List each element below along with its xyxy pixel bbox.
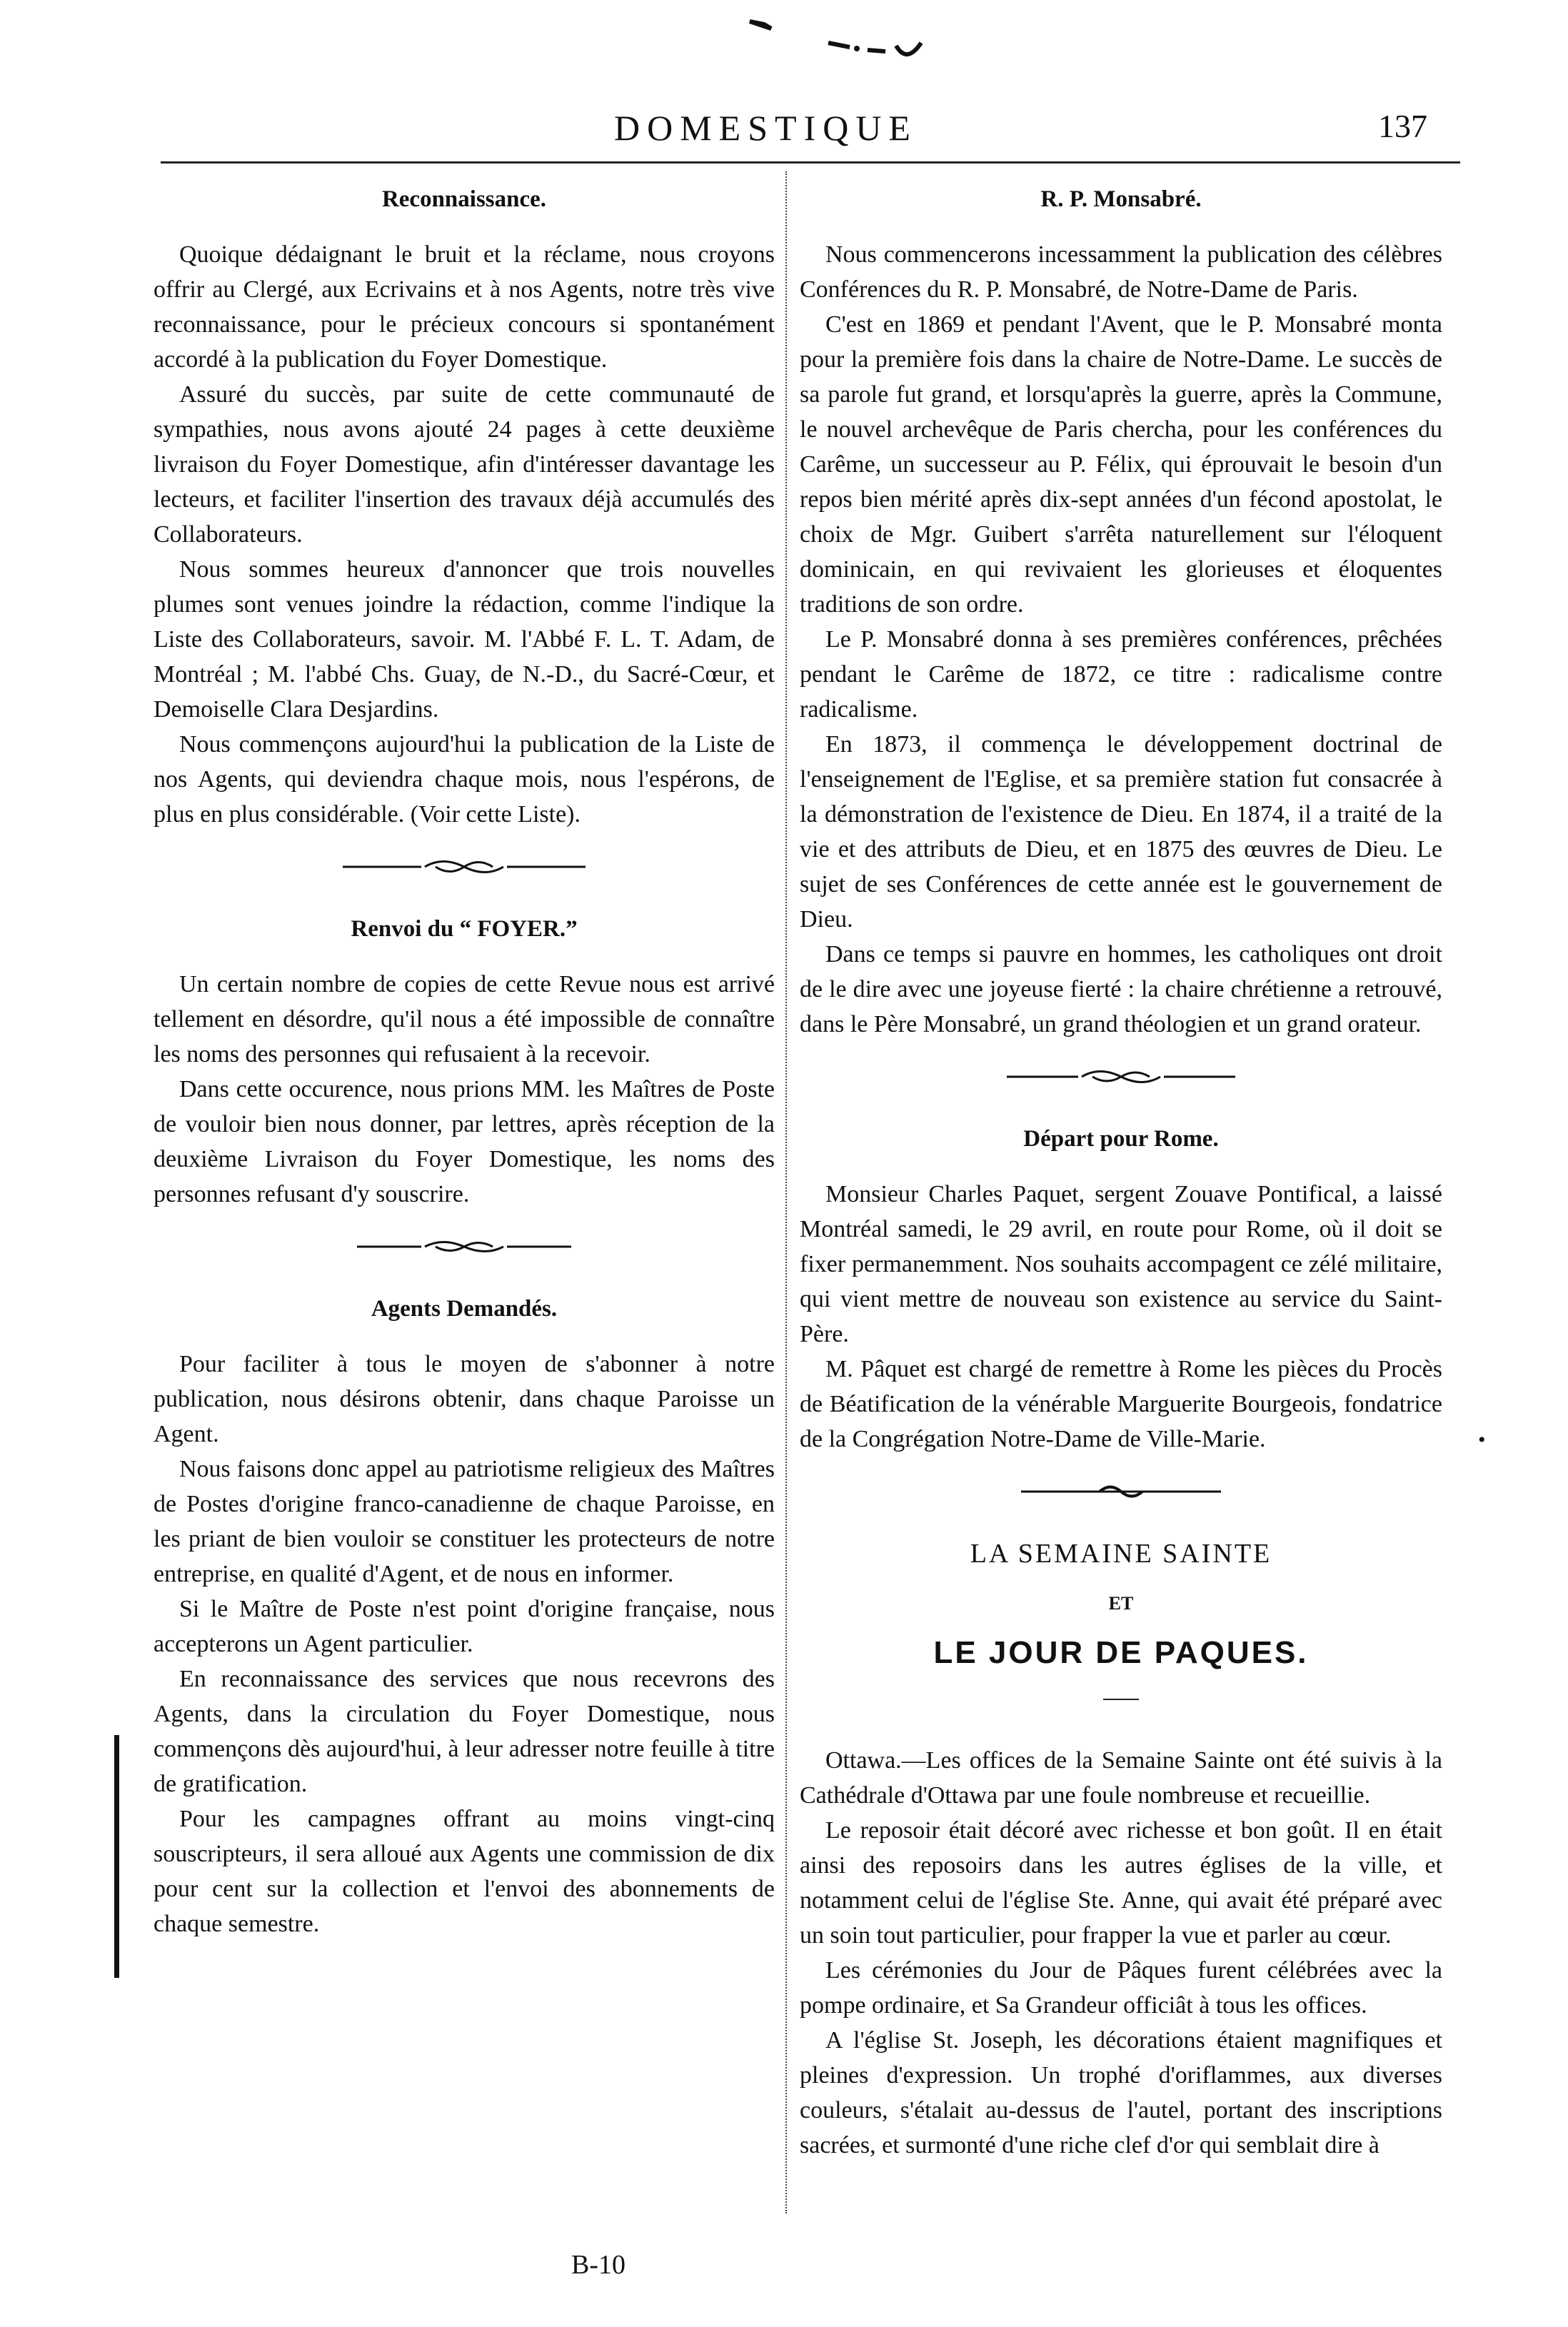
renvoi-paragraph-2: Dans cette occurence, nous prions MM. les Maîtres de Poste de vouloir bien nous donner, par lettres, après réception de la deuxième Livraison du Foyer Domestique, les noms des personnes refusant d'y souscrire. [154,1076,775,1207]
short-rule [1103,1699,1139,1700]
semaine-title: LA SEMAINE SAINTE [970,1539,1272,1569]
reconnaissance-heading: Reconnaissance. [381,186,547,212]
semaine-subtitle: LE JOUR DE PAQUES. [933,1635,1309,1670]
semaine-paragraph-3: Les cérémonies du Jour de Pâques furent célébrées avec la pompe ordinaire, et Sa Grandeur officiât à tous les offices. [800,1957,1442,2019]
reconnaissance-paragraph-4: Nous commençons aujourd'hui la publication de la Liste de nos Agents, qui deviendra chaque mois, nous l'espérons, de plus en plus considérable. (Voir cette Liste). [154,731,775,828]
semaine-paragraph-4: A l'église St. Joseph, les décorations étaient magnifiques et pleines d'expression. Un trophé d'oriflammes, aux diverses couleurs, s'étalait au-dessus de l'autel, portant des inscriptions sacrées, et surmonté d'une riche clef d'or qui semblait dire à [800,2027,1442,2158]
monsabre-heading: R. P. Monsabré. [1040,186,1202,212]
separator-ornament [1007,1066,1235,1087]
semaine-paragraph-1: Ottawa.—Les offices de la Semaine Sainte ont été suivis à la Cathédrale d'Ottawa par une foule nombreuse et recueillie. [800,1747,1442,1809]
semaine-et: ET [1108,1593,1134,1614]
agents-paragraph-4: En reconnaissance des services que nous recevrons des Agents, dans la circulation du Foyer Domestique, nous commençons dès aujourd'hui, à leur adresser notre feuille à titre de gratification. [154,1666,775,1797]
depart-paragraph-2: M. Pâquet est chargé de remettre à Rome les pièces du Procès de Béatification de la vénérable Marguerite Bourgeois, fondatrice de la Congrégation Notre-Dame de Ville-Marie. [800,1356,1442,1452]
left-column [154,168,775,1941]
right-column [800,168,1442,2163]
renvoi-heading: Renvoi du “ FOYER.” [351,916,578,942]
depart-paragraph-1: Monsieur Charles Paquet, sergent Zouave Pontifical, a laissé Montréal samedi, le 29 avril, en route pour Rome, où il doit se fixer permanemment. Nos souhaits accompagent ce zélé militaire, qui vient mettre de nouveau son existence au service du Saint-Père. [800,1181,1442,1347]
monsabre-paragraph-4: En 1873, il commença le développement doctrinal de l'enseignement de l'Eglise, et sa première station fut consacrée à la démonstration de l'existence de Dieu. En 1874, il a traité de la vie et des attributs de Dieu, et en 1875 des œuvres de Dieu. Le sujet de ses Conférences de cette année est le gouvernement de Dieu. [800,731,1442,933]
renvoi-paragraph-1: Un certain nombre de copies de cette Revue nous est arrivé tellement en désordre, qu'il nous a été impossible de connaître les noms des personnes qui refusaient à la recevoir. [154,971,775,1067]
agents-paragraph-5: Pour les campagnes offrant au moins vingt-cinq souscripteurs, il sera alloué aux Agents une commission de dix pour cent sur la collection et l'envoi des abonnements de chaque semestre. [154,1806,775,1937]
semaine-paragraph-2: Le reposoir était décoré avec richesse et bon goût. Il en était ainsi des reposoirs dans les autres églises de la ville, et notamment celui de l'église Ste. Anne, qui avait été préparé avec un soin tout particulier, pour frapper la vue et parler au cœur. [800,1817,1442,1949]
monsabre-paragraph-5: Dans ce temps si pauvre en hommes, les catholiques ont droit de le dire avec une joyeuse fierté : la chaire chrétienne a retrouvé, dans le Père Monsabré, un grand théologien et un grand orateur. [800,941,1442,1037]
agents-paragraph-2: Nous faisons donc appel au patriotisme religieux des Maîtres de Postes d'origine franco-canadienne de chaque Paroisse, en les priant de bien vouloir se constituer les protecteurs de notre entreprise, en qualité d'Agent, et de nous en informer. [154,1456,775,1587]
agents-heading: Agents Demandés. [371,1296,558,1322]
monsabre-paragraph-1: Nous commencerons incessamment la publication des célèbres Conférences du R. P. Monsabré, de Notre-Dame de Paris. [800,241,1442,303]
reconnaissance-paragraph-2: Assuré du succès, par suite de cette communauté de sympathies, nous avons ajouté 24 pages à cette deuxième livraison du Foyer Domestique, afin d'intéresser davantage les lecteurs, et faciliter l'insertion des travaux déjà accumulés des Collaborateurs. [154,381,775,548]
signature-mark: B-10 [571,2250,625,2280]
page-number: 137 [1378,108,1427,144]
depart-heading: Départ pour Rome. [1023,1126,1219,1152]
separator-ornament [357,1236,571,1257]
top-ornament [743,14,928,71]
header-rule [161,161,1460,164]
margin-speck: • [1478,1428,1486,1452]
running-title: DOMESTIQUE [614,108,918,148]
agents-paragraph-1: Pour faciliter à tous le moyen de s'abonner à notre publication, nous désirons obtenir, dans chaque Paroisse un Agent. [154,1351,775,1447]
reconnaissance-paragraph-3: Nous sommes heureux d'annoncer que trois nouvelles plumes sont venues joindre la rédaction, comme l'indique la Liste des Collaborateurs, savoir. M. l'Abbé F. L. T. Adam, de Montréal ; M. l'abbé Chs. Guay, de N.-D., du Sacré-Cœur, et Demoiselle Clara Desjardins. [154,556,775,723]
monsabre-paragraph-2: C'est en 1869 et pendant l'Avent, que le P. Monsabré monta pour la première fois dans la chaire de Notre-Dame. Le succès de sa parole fut grand, et lorsqu'après la guerre, après la Commune, le nouvel archevêque de Paris chercha, pour les conférences du Carême, un successeur au P. Félix, qui éprouvait le besoin d'un repos bien mérité après dix-sept années d'un fécond apostolat, le choix de Mgr. Guibert s'arrêta naturellement sur l'éloquent dominicain, en qui revivaient les glorieuses et éloquentes traditions de son ordre. [800,311,1442,618]
separator-ornament [343,856,586,878]
margin-bar [114,1735,119,1978]
monsabre-paragraph-3: Le P. Monsabré donna à ses premières conférences, prêchées pendant le Carême de 1872, ce titre : radicalisme contre radicalisme. [800,626,1442,723]
separator-ornament [1021,1481,1221,1502]
reconnaissance-paragraph-1: Quoique dédaignant le bruit et la réclame, nous croyons offrir au Clergé, aux Ecrivains et à nos Agents, notre très vive reconnaissance, pour le précieux concours si spontanément accordé à la publication du Foyer Domestique. [154,241,775,373]
agents-paragraph-3: Si le Maître de Poste n'est point d'origine française, nous accepterons un Agent particulier. [154,1596,775,1657]
column-divider [785,171,787,2213]
